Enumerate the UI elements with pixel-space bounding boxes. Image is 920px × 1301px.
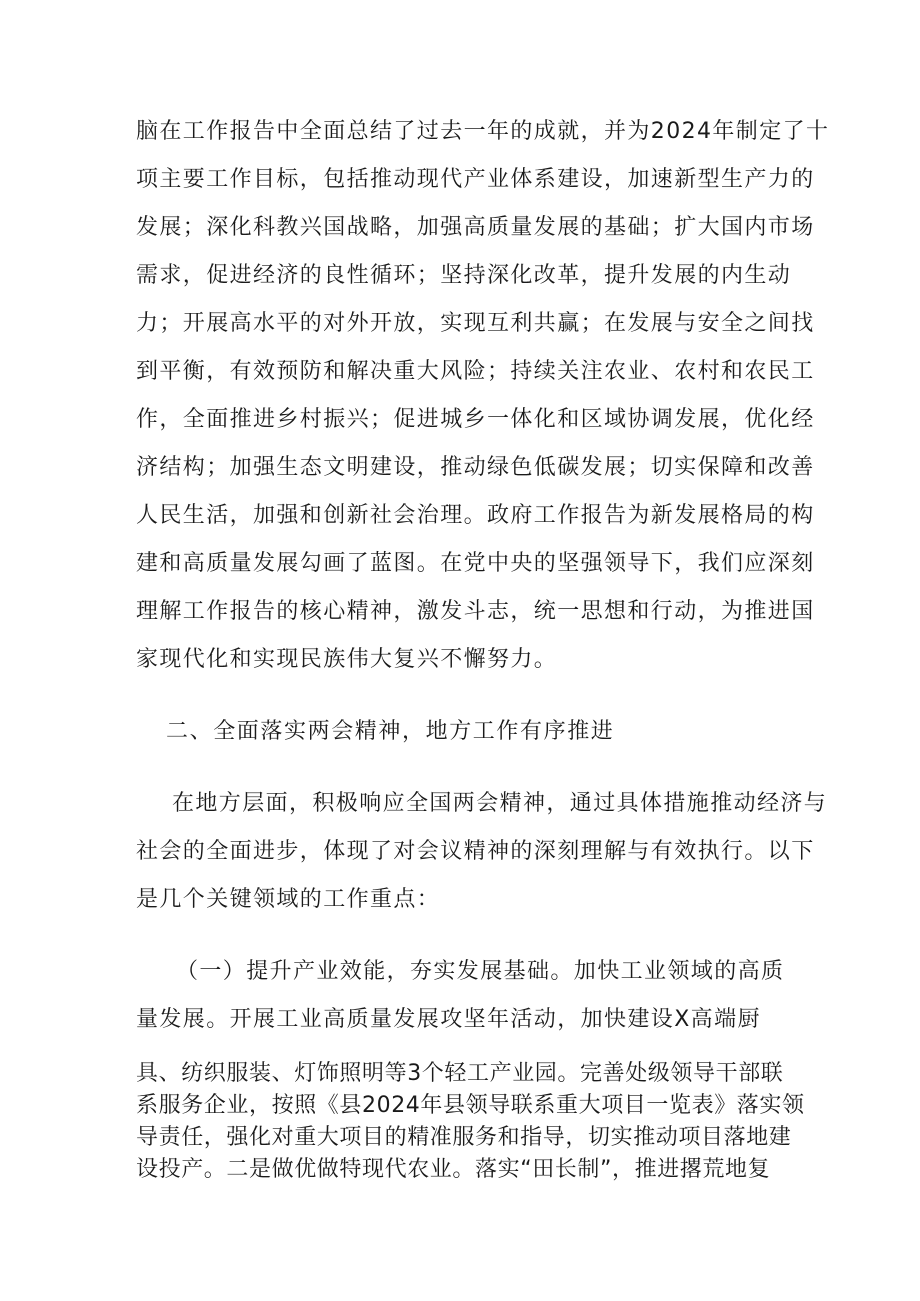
paragraph-2-line-2: 社会的全面进步，体现了对会议精神的深刻理解与有效执行。以下: [136, 839, 815, 864]
paragraph-3-line-1: （一）提升产业效能，夯实发展基础。加快工业领域的高质: [176, 959, 785, 984]
paragraph-1-line-8: 济结构；加强生态文明建设，推动绿色低碳发展；切实保障和改善: [136, 455, 815, 480]
section-heading: 二、全面落实两会精神，地方工作有序推进: [166, 719, 615, 744]
paragraph-3-line-3: 具、纺织服装、灯饰照明等3个轻工产业园。完善处级领导干部联: [136, 1061, 784, 1086]
paragraph-3-line-2: 量发展。开展工业高质量发展攻坚年活动，加快建设X高端厨: [136, 1007, 761, 1032]
paragraph-1-line-4: 需求，促进经济的良性循环；坚持深化改革，提升发展的内生动: [136, 263, 792, 288]
paragraph-1-line-3: 发展；深化科教兴国战略，加强高质量发展的基础；扩大国内市场: [136, 215, 815, 240]
paragraph-1-line-11: 理解工作报告的核心精神，激发斗志，统一思想和行动，为推进国: [136, 599, 815, 624]
paragraph-1-line-7: 作，全面推进乡村振兴；促进城乡一体化和区域协调发展，优化经: [136, 407, 815, 432]
paragraph-1-line-12: 家现代化和实现民族伟大复兴不懈努力。: [136, 647, 558, 672]
paragraph-1-line-10: 建和高质量发展勾画了蓝图。在党中央的坚强领导下，我们应深刻: [136, 551, 815, 576]
paragraph-1-line-9: 人民生活，加强和创新社会治理。政府工作报告为新发展格局的构: [136, 503, 815, 528]
paragraph-3-line-5: 导责任，强化对重大项目的精准服务和指导，切实推动项目落地建: [136, 1125, 792, 1150]
paragraph-1-line-6: 到平衡，有效预防和解决重大风险；持续关注农业、农村和农民工: [136, 359, 815, 384]
paragraph-3-line-4: 系服务企业，按照《县2024年县领导联系重大项目一览表》落实领: [136, 1093, 805, 1118]
paragraph-3-line-6: 设投产。二是做优做特现代农业。落实“田长制”，推进撂荒地复: [136, 1157, 771, 1182]
paragraph-1-line-5: 力；开展高水平的对外开放，实现互利共赢；在发展与安全之间找: [136, 311, 815, 336]
paragraph-1-line-2: 项主要工作目标，包括推动现代产业体系建设，加速新型生产力的: [136, 167, 815, 192]
paragraph-2-line-1: 在地方层面，积极响应全国两会精神，通过具体措施推动经济与: [172, 791, 828, 816]
paragraph-2-line-3: 是几个关键领域的工作重点：: [136, 887, 441, 912]
paragraph-1-line-1: 脑在工作报告中全面总结了过去一年的成就，并为2024年制定了十: [136, 119, 830, 144]
